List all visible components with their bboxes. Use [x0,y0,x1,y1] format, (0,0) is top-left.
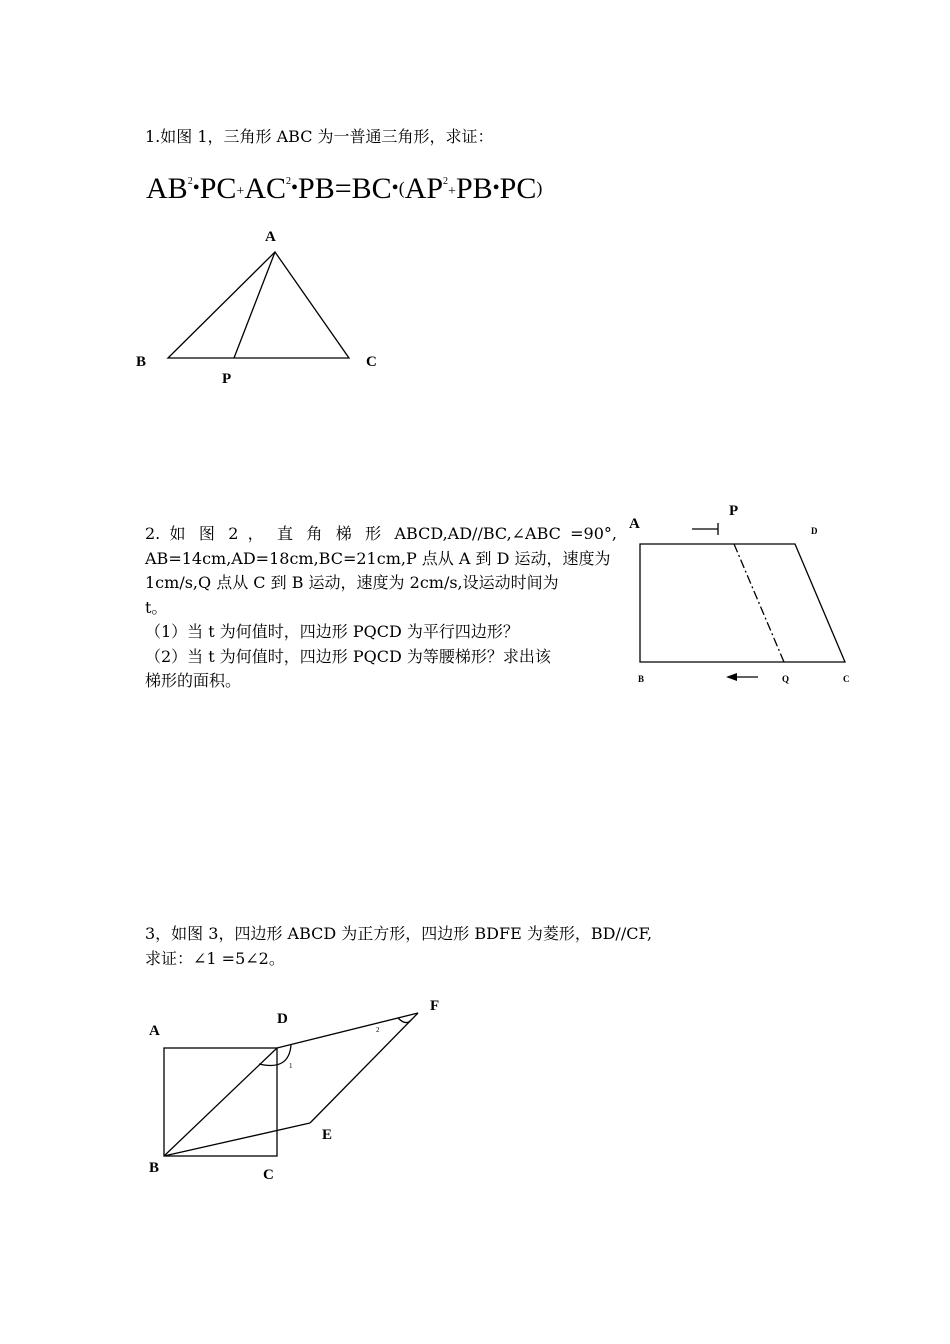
problem2-line: AB=14cm,AD=18cm,BC=21cm,P 点从 A 到 D 运动，速度为 [145,548,611,568]
problem1-statement: 1.如图 1，三角形 ABC 为一普通三角形，求证： [145,127,494,146]
label-c: C [843,674,850,684]
label-d: D [811,526,818,536]
label-b: B [136,354,147,370]
triangle-abc [168,252,349,358]
formula-pc: PC [499,172,537,205]
formula-dot: • [391,177,399,199]
problem2-line: 梯形的面积。 [145,671,242,690]
problem2-question-1: （1）当 t 为何值时，四边形 PQCD 为平行四边形？ [145,622,519,641]
label-a: A [265,229,276,245]
formula-left-paren: ( [398,178,405,198]
formula-ap: AP [404,172,444,205]
label-a: A [629,516,640,532]
formula-pc: PC [199,172,237,205]
angle-2-arc [398,1018,411,1023]
formula-square: 2 [187,176,193,187]
problem2-line: 1cm/s,Q 点从 C 到 B 运动，速度为 2cm/s,设运动时间为 [145,573,559,592]
label-p: P [222,371,232,387]
formula-square: 2 [286,176,291,187]
label-q: Q [782,674,790,684]
formula-ab: AB [146,172,188,205]
label-c: C [366,354,377,370]
label-angle-2: 2 [376,1026,380,1034]
problem2-line: 2. 如 图 2 ， 直 角 梯 形 ABCD,AD//BC,∠ABC =90°, [145,524,617,543]
problem3-line: 求证：∠1 =5∠2。 [145,948,285,968]
segment-be [164,1123,310,1156]
formula-dot: • [192,177,200,199]
problem2-question-2: （2）当 t 为何值时，四边形 PQCD 为等腰梯形？求出该 [145,646,551,666]
label-angle-1: 1 [289,1062,293,1070]
segment-ap [234,252,275,358]
segment-fe [310,1013,418,1123]
formula-pb: PB [455,172,493,205]
label-b: B [149,1160,160,1176]
problem2-line: t。 [145,597,168,617]
problem3-line: 3，如图 3，四边形 ABCD 为正方形，四边形 BDFE 为菱形，BD//CF, [145,924,653,943]
problem2-statement [145,522,617,694]
figure3-square-rhombus [164,1013,418,1156]
label-d: D [277,1011,288,1027]
figure2-trapezoid [640,523,845,681]
formula-plus: + [236,184,245,199]
formula-pb: PB [298,172,335,205]
problem3-statement [145,922,652,971]
segment-pq [734,544,784,662]
formula-bc: BC [351,172,392,205]
formula-dot: • [291,177,299,199]
label-e: E [322,1127,333,1143]
formula-right-paren: ) [536,178,543,198]
formula-equals: = [334,172,352,205]
label-p: P [729,503,739,519]
trapezoid-abcd [640,544,845,662]
label-b: B [638,674,645,684]
figure1-triangle [168,252,349,358]
formula-plus: + [448,184,456,199]
formula-dot: • [492,177,500,199]
formula-ac: AC [244,172,286,205]
label-f: F [430,998,440,1014]
label-a: A [149,1023,160,1039]
formula-square: 2 [443,176,449,187]
segment-df [277,1013,418,1048]
arrow-q-head [726,673,737,681]
label-c: C [263,1167,274,1183]
